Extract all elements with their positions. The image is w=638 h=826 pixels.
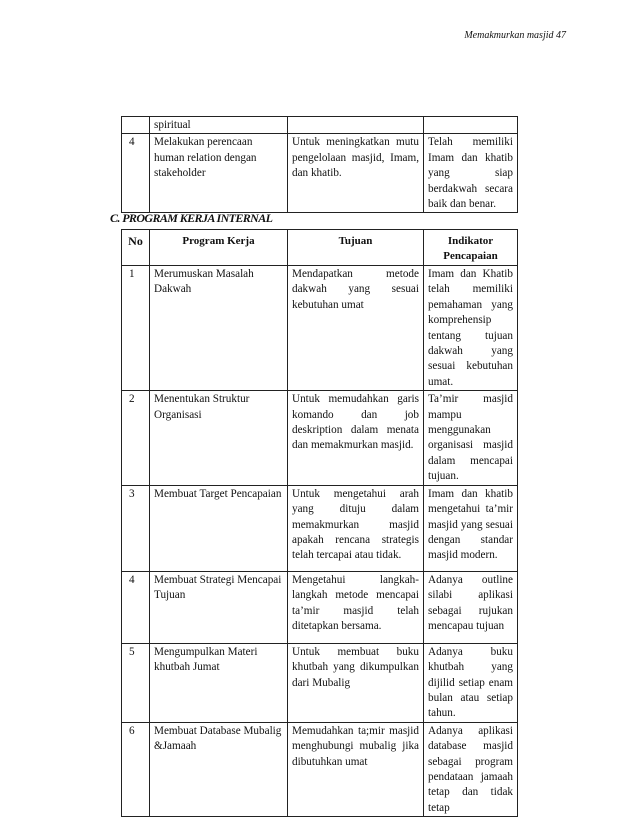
cell-indikator: Adanya aplikasi database masjid sebagai program pendataan jamaah tetap dan tidak tetap [424,722,518,816]
header-indikator: Indikator Pencapaian [424,230,518,266]
table-row [122,117,518,134]
cell-program: Membuat Database Mubalig &Jamaah [150,722,288,816]
cell-program: Membuat Strategi Mencapai Tujuan [150,571,288,643]
cell-indikator: Imam dan khatib mengetahui ta’mir masjid yang sesuai dengan standar masjid modern. [424,485,518,571]
cell-no: 6 [122,722,150,816]
cell-indikator: Adanya buku khutbah yang dijilid setiap enam bulan atau setiap tahun. [424,643,518,722]
cell-program: Menentukan Struktur Organisasi [150,391,288,485]
cell-indikator: Telah memiliki Imam dan khatib yang siap berdakwah secara baik dan benar. [424,134,518,213]
cell-no [122,117,150,134]
table-row [122,571,518,643]
cell-indikator: Ta’mir masjid mampu menggunakan organisasi masjid dalam mencapai tujuan. [424,391,518,485]
cell-indikator: Imam dan Khatib telah memiliki pemahaman yang komprehensip tentang tujuan dakwah yang sesuai kebutuhan umat. [424,266,518,391]
section-title: C. PROGRAM KERJA INTERNAL [110,211,273,225]
cell-tujuan: Untuk membuat buku khutbah yang dikumpulkan dari Mubalig [288,643,424,722]
cell-no: 4 [122,571,150,643]
cell-indikator: Adanya outline silabi aplikasi sebagai rujukan mencapau tujuan [424,571,518,643]
internal-program-table [121,229,518,817]
table-row [122,485,518,571]
table-header-row [122,230,518,266]
table-row [122,643,518,722]
header-program: Program Kerja [150,230,288,266]
cell-program: Melakukan perencaan human relation dengan stakeholder [150,134,288,213]
table-row [122,722,518,816]
cell-tujuan: Untuk meningkatkan mutu pengelolaan masjid, Imam, dan khatib. [288,134,424,213]
cell-indikator [424,117,518,134]
cell-program: Membuat Target Pencapaian [150,485,288,571]
cell-no: 5 [122,643,150,722]
cell-program: Mengumpulkan Materi khutbah Jumat [150,643,288,722]
previous-program-table [121,116,518,213]
cell-no: 1 [122,266,150,391]
cell-no: 3 [122,485,150,571]
cell-tujuan: Mendapatkan metode dakwah yang sesuai kebutuhan umat [288,266,424,391]
header-no: No [122,230,150,266]
table-row [122,391,518,485]
table-row [122,266,518,391]
cell-tujuan: Untuk mengetahui arah yang dituju dalam memakmurkan masjid apakah rencana strategis telah tercapai atau tidak. [288,485,424,571]
cell-no: 4 [122,134,150,213]
header-tujuan: Tujuan [288,230,424,266]
cell-tujuan: Untuk memudahkan garis komando dan job deskription dalam menata dan memakmurkan masjid. [288,391,424,485]
cell-tujuan: Mengetahui langkah-langkah metode mencapai ta’mir masjid telah ditetapkan bersama. [288,571,424,643]
cell-tujuan [288,117,424,134]
cell-no: 2 [122,391,150,485]
running-header: Memakmurkan masjid 47 [464,30,566,41]
cell-program: Merumuskan Masalah Dakwah [150,266,288,391]
cell-tujuan: Memudahkan ta;mir masjid menghubungi mubalig jika dibutuhkan umat [288,722,424,816]
table-row [122,134,518,213]
cell-program: spiritual [150,117,288,134]
